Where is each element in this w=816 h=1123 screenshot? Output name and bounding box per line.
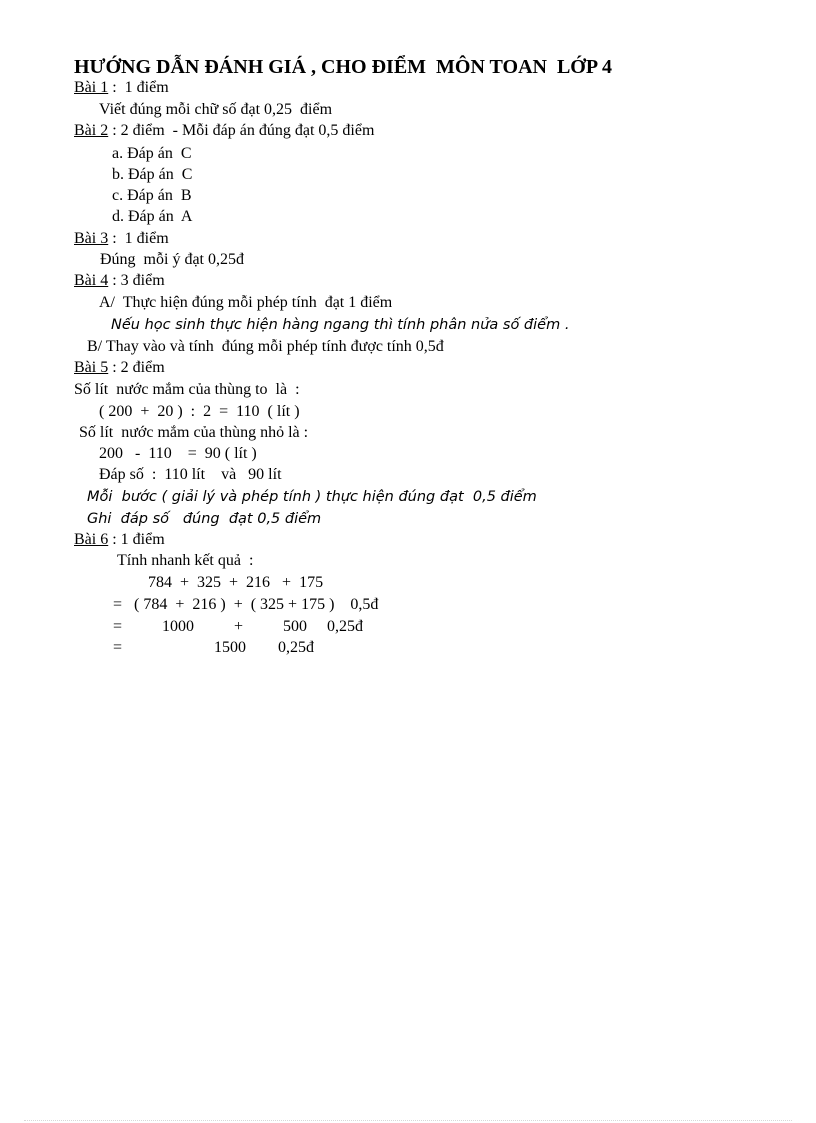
bai-3-points: : 1 điểm — [108, 230, 169, 247]
bai-4-label: Bài 4 — [74, 272, 109, 289]
bai-5-line-2: ( 200 + 20 ) : 2 = 110 ( lít ) — [99, 403, 300, 420]
bai-5-line-1: Số lít nước mắm của thùng to là : — [74, 381, 300, 398]
bai-1-points: : 1 điểm — [108, 79, 169, 96]
bai-2-label: Bài 2 — [74, 122, 109, 139]
bai-4-points: : 3 điểm — [108, 272, 165, 289]
bai-2-answer-d: d. Đáp án A — [112, 208, 193, 225]
bai-2-points: : 2 điểm - Mỗi đáp án đúng đạt 0,5 điểm — [108, 122, 375, 139]
section-bai-2 — [74, 121, 374, 141]
bai-6-step-2: = 1000 + 500 0,25đ — [113, 618, 364, 635]
bai-1-line: Viết đúng mỗi chữ số đạt 0,25 điểm — [99, 101, 333, 118]
bai-1-label: Bài 1 — [74, 79, 109, 96]
section-bai-4 — [74, 271, 165, 291]
bai-5-label: Bài 5 — [74, 359, 109, 376]
bai-2-answer-c: c. Đáp án B — [112, 187, 192, 204]
section-bai-6 — [74, 530, 165, 550]
bai-3-label: Bài 3 — [74, 230, 109, 247]
page-bottom-divider — [24, 1120, 792, 1121]
bai-5-note-2: Ghi đáp số đúng đạt 0,5 điểm — [87, 511, 322, 527]
bai-6-step-1: = ( 784 + 216 ) + ( 325 + 175 ) 0,5đ — [113, 596, 379, 613]
bai-6-label: Bài 6 — [74, 531, 109, 548]
bai-5-line-3: Số lít nước mắm của thùng nhỏ là : — [79, 424, 309, 441]
section-bai-5 — [74, 358, 165, 378]
bai-6-points: : 1 điểm — [108, 531, 165, 548]
bai-2-answer-a: a. Đáp án C — [112, 145, 192, 162]
section-bai-3 — [74, 229, 169, 249]
bai-6-line-1: Tính nhanh kết quả : — [117, 552, 254, 569]
bai-5-points: : 2 điểm — [108, 359, 165, 376]
section-bai-1 — [74, 78, 169, 98]
bai-5-line-4: 200 - 110 = 90 ( lít ) — [99, 445, 257, 462]
bai-6-expression: 784 + 325 + 216 + 175 — [148, 574, 324, 591]
bai-3-line: Đúng mỗi ý đạt 0,25đ — [100, 251, 244, 268]
page-title: HƯỚNG DẪN ĐÁNH GIÁ , CHO ĐIỂM MÔN TOAN LỚP 4 — [74, 56, 612, 78]
bai-5-answer: Đáp số : 110 lít và 90 lít — [99, 466, 282, 483]
bai-4-line-a: A/ Thực hiện đúng mỗi phép tính đạt 1 điểm — [99, 294, 393, 311]
bai-4-note: Nếu học sinh thực hiện hàng ngang thì tính phân nửa số điểm . — [111, 317, 570, 333]
bai-4-line-b: B/ Thay vào và tính đúng mỗi phép tính được tính 0,5đ — [87, 338, 444, 355]
bai-6-step-3: = 1500 0,25đ — [113, 639, 315, 656]
bai-5-note-1: Mỗi bước ( giải lý và phép tính ) thực hiện đúng đạt 0,5 điểm — [87, 489, 537, 505]
bai-2-answer-b: b. Đáp án C — [112, 166, 193, 183]
